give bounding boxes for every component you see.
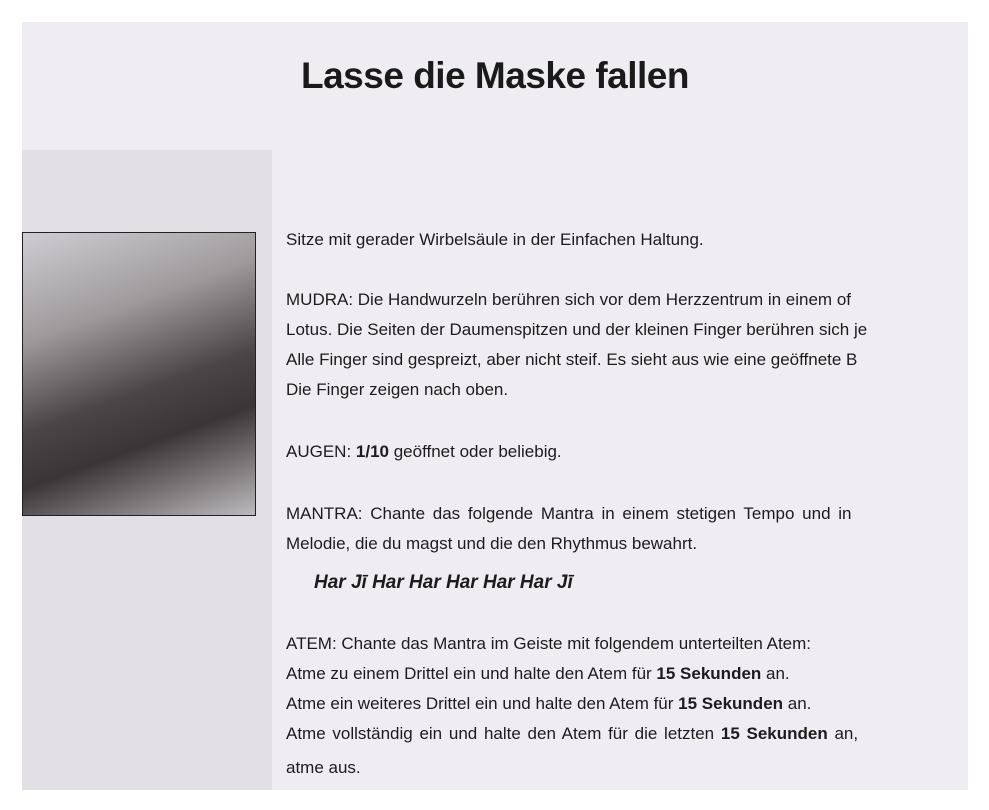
atem-line bbox=[286, 694, 811, 714]
page-title: Lasse die Maske fallen bbox=[301, 55, 689, 96]
atem-line bbox=[286, 664, 790, 684]
atem-duration: 15 Sekunden bbox=[720, 724, 828, 743]
posture-line: Sitze mit gerader Wirbelsäule in der Einfachen Haltung. bbox=[286, 230, 704, 249]
atem-text: Atme vollständig ein und halte den Atem für die letzten bbox=[286, 724, 721, 743]
document-page bbox=[22, 22, 968, 790]
mudra-line: Die Finger zeigen nach oben. bbox=[286, 380, 509, 399]
mantra-line: MANTRA: Chante das folgende Mantra in einem stetigen Tempo und in bbox=[286, 504, 852, 523]
atem-duration: 15 Sekunden bbox=[656, 664, 762, 683]
hands-mudra-photo bbox=[22, 232, 256, 516]
atem-text: Atme ein weiteres Drittel ein und halte den Atem für bbox=[286, 694, 679, 713]
atem-text: an. bbox=[783, 694, 812, 713]
atem-text: an, bbox=[827, 724, 859, 743]
mudra-line: Lotus. Die Seiten der Daumenspitzen und der kleinen Finger berühren sich je bbox=[286, 320, 868, 339]
atem-text: an. bbox=[761, 664, 790, 683]
augen-rest: geöffnet oder beliebig. bbox=[389, 442, 562, 461]
augen-label: AUGEN: bbox=[286, 442, 356, 461]
atem-line: ATEM: Chante das Mantra im Geiste mit folgendem unterteilten Atem: bbox=[286, 634, 812, 653]
atem-line bbox=[286, 724, 858, 744]
atem-text: Atme zu einem Drittel ein und halte den Atem für bbox=[286, 664, 657, 683]
atem-duration: 15 Sekunden bbox=[678, 694, 784, 713]
mantra-line: Melodie, die du magst und die den Rhythmus bewahrt. bbox=[286, 534, 698, 553]
atem-line: atme aus. bbox=[286, 758, 361, 777]
mantra-text: Har Jī Har Har Har Har Har Jī bbox=[314, 572, 573, 593]
mudra-line: Alle Finger sind gespreizt, aber nicht steif. Es sieht aus wie eine geöffnete B bbox=[286, 350, 858, 369]
mudra-line: MUDRA: Die Handwurzeln berühren sich vor dem Herzzentrum in einem of bbox=[286, 290, 851, 309]
augen-value: 1/10 bbox=[355, 442, 389, 461]
augen-line bbox=[286, 442, 562, 462]
